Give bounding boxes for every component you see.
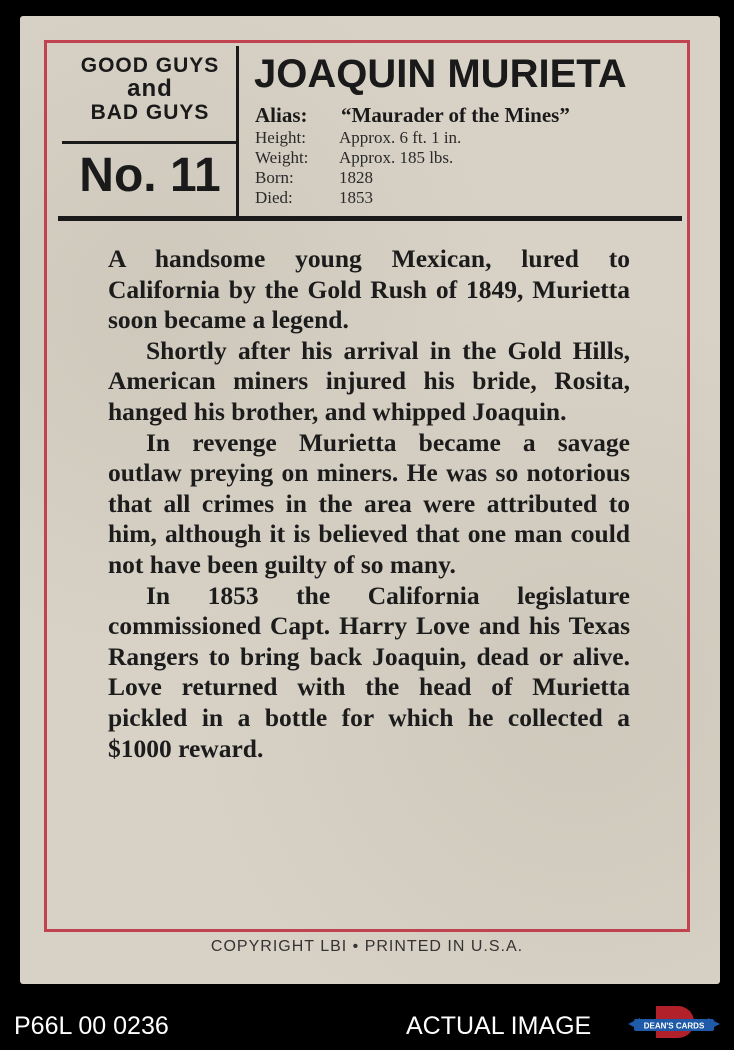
stat-height	[255, 128, 685, 148]
alias-value: “Maurader of the Mines”	[341, 103, 570, 127]
born-label: Born:	[255, 168, 294, 187]
deans-cards-logo	[626, 1004, 722, 1044]
weight-label: Weight:	[255, 148, 309, 167]
height-label: Height:	[255, 128, 306, 147]
height-value: Approx. 6 ft. 1 in.	[339, 128, 462, 147]
stat-died	[255, 188, 685, 208]
alias-label: Alias:	[255, 103, 308, 127]
divider-header	[58, 216, 682, 221]
stat-alias	[255, 102, 685, 128]
series-line-1: GOOD GUYS	[80, 54, 220, 77]
divider-left	[62, 141, 236, 144]
died-label: Died:	[255, 188, 293, 207]
bio-paragraph-1: A handsome young Mexican, lured to California by the Gold Rush of 1849, Murietta soon became a legend.	[108, 244, 630, 335]
card-back	[20, 16, 720, 984]
series-line-3: BAD GUYS	[90, 101, 210, 124]
died-value: 1853	[339, 188, 373, 207]
copyright-line: COPYRIGHT LBI • PRINTED IN U.S.A.	[210, 938, 524, 955]
stats-block	[255, 102, 685, 208]
divider-vertical	[236, 46, 239, 220]
stat-weight	[255, 148, 685, 168]
series-line-2: and	[127, 75, 173, 102]
logo-text: DEAN'S CARDS	[643, 1021, 705, 1031]
born-value: 1828	[339, 168, 373, 187]
subject-name: JOAQUIN MURIETA	[254, 52, 627, 96]
weight-value: Approx. 185 lbs.	[339, 148, 454, 167]
bio-paragraph-4: In 1853 the California legislature commissioned Capt. Harry Love and his Texas Rangers to bring back Joaquin, dead or alive. Love returned with the head of Murietta pickled in a bottle for which he collected a $1000 reward.	[108, 580, 630, 763]
stat-born	[255, 168, 685, 188]
biography-text	[108, 244, 630, 764]
bio-paragraph-2: Shortly after his arrival in the Gold Hills, American miners injured his bride, Rosita, hanged his brother, and whipped Joaquin.	[108, 335, 630, 426]
card-number: No. 11	[79, 149, 221, 202]
item-code: P66L 00 0236	[14, 1012, 169, 1040]
bio-paragraph-3: In revenge Murietta became a savage outlaw preying on miners. He was so notorious that all crimes in the area were attributed to him, although it is believed that one man could not have been guilty of so many.	[108, 427, 630, 579]
series-title	[62, 54, 238, 124]
actual-image-note: ACTUAL IMAGE	[406, 1012, 592, 1040]
